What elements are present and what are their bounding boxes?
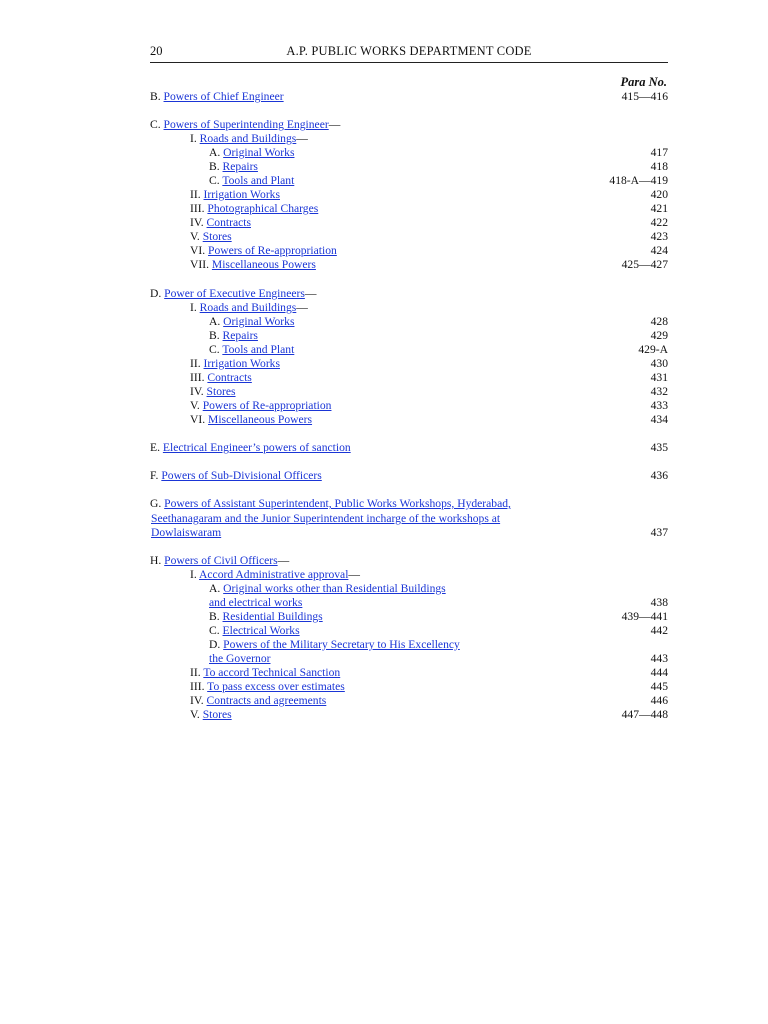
para-number: 428	[650, 315, 668, 328]
toc-entry-suffix: —	[328, 118, 341, 131]
toc-entry-link[interactable]: Powers of Sub-Divisional Officers	[161, 469, 322, 482]
para-number: 420	[650, 188, 668, 201]
toc-entry-link[interactable]: Stores	[202, 230, 232, 243]
toc-entry	[151, 512, 500, 526]
toc-entry-link[interactable]: Seethanagaram and the Junior Superintendent incharge of the workshops at	[151, 512, 501, 525]
toc-entry	[150, 469, 322, 483]
toc-entry-prefix: III.	[190, 202, 208, 215]
toc-entry-prefix: A.	[209, 315, 224, 328]
toc-entry-prefix: C.	[209, 343, 223, 356]
toc-entry-link[interactable]: Contracts and agreements	[206, 694, 327, 707]
toc-entry-prefix: D.	[209, 638, 224, 651]
toc-entry-link[interactable]: To accord Technical Sanction	[203, 666, 341, 679]
toc-entry-prefix: F.	[150, 469, 162, 482]
toc-entry	[190, 371, 252, 385]
toc-entry-prefix: B.	[150, 90, 164, 103]
toc-entry-prefix: III.	[190, 371, 208, 384]
toc-entry-link[interactable]: Miscellaneous Powers	[211, 258, 316, 271]
para-number: 432	[650, 385, 668, 398]
toc-entry	[209, 652, 271, 666]
toc-entry-prefix: I.	[190, 301, 200, 314]
toc-entry-link[interactable]: Contracts	[206, 216, 251, 229]
toc-entry-prefix: A.	[209, 146, 224, 159]
toc-entry-link[interactable]: Power of Executive Engineers	[164, 287, 305, 300]
toc-entry-prefix: B.	[209, 610, 223, 623]
toc-entry-link[interactable]: Powers of Civil Officers	[164, 554, 278, 567]
para-number: 422	[650, 216, 668, 229]
toc-entry-link[interactable]: Electrical Works	[222, 624, 300, 637]
para-number: 429-A	[638, 343, 668, 356]
para-number: 429	[650, 329, 668, 342]
toc-entry-prefix: IV.	[190, 216, 207, 229]
toc-entry	[190, 244, 337, 258]
toc-entry-suffix: —	[296, 301, 308, 314]
para-number: 418-A—419	[609, 174, 668, 187]
toc-entry-link[interactable]: Powers of Re-appropriation	[202, 399, 332, 412]
toc-entry	[150, 118, 340, 132]
toc-entry-link[interactable]: and electrical works	[209, 596, 303, 609]
toc-entry	[190, 413, 312, 427]
toc-entry-link[interactable]: Miscellaneous Powers	[208, 413, 313, 426]
toc-entry-prefix: IV.	[190, 385, 207, 398]
toc-entry	[209, 146, 294, 160]
toc-entry-link[interactable]: Residential Buildings	[222, 610, 323, 623]
toc-entry-link[interactable]: Tools and Plant	[222, 174, 295, 187]
toc-entry-prefix: B.	[209, 329, 223, 342]
toc-entry	[190, 666, 340, 680]
toc-entry-suffix: —	[304, 287, 317, 300]
para-number: 434	[650, 413, 668, 426]
toc-entry	[190, 301, 308, 315]
toc-entry	[209, 638, 460, 652]
para-number: 447—448	[621, 708, 668, 721]
toc-entry	[190, 399, 331, 413]
toc-entry-prefix: B.	[209, 160, 223, 173]
toc-entry-link[interactable]: Repairs	[222, 160, 258, 173]
toc-entry-link[interactable]: Original works other than Residential Buildings	[223, 582, 446, 595]
para-number: 433	[650, 399, 668, 412]
toc-entry	[190, 202, 318, 216]
toc-entry-prefix: C.	[209, 174, 223, 187]
toc-entry-link[interactable]: Repairs	[222, 329, 258, 342]
para-number: 423	[650, 230, 668, 243]
toc-entry-suffix: —	[296, 132, 308, 145]
toc-entry-link[interactable]: Powers of Re-appropriation	[208, 244, 337, 257]
toc-entry	[209, 315, 294, 329]
toc-entry-prefix: V.	[190, 708, 203, 721]
toc-entry	[190, 188, 280, 202]
toc-entry-prefix: I.	[190, 568, 200, 581]
toc-entry-prefix: V.	[190, 230, 203, 243]
toc-entry	[209, 596, 302, 610]
toc-entry	[190, 385, 236, 399]
toc-entry	[209, 329, 258, 343]
toc-entry-link[interactable]: Photographical Charges	[207, 202, 319, 215]
toc-entry-link[interactable]: To pass excess over estimates	[207, 680, 345, 693]
toc-entry-prefix: VI.	[190, 244, 209, 257]
toc-entry	[190, 216, 251, 230]
toc-entry-prefix: C.	[150, 118, 164, 131]
para-number: 425—427	[621, 258, 668, 271]
toc-entry-link[interactable]: Stores	[206, 385, 236, 398]
toc-entry-link[interactable]: Contracts	[207, 371, 252, 384]
toc-entry-prefix: C.	[209, 624, 223, 637]
toc-entry-link[interactable]: Electrical Engineer’s powers of sanction	[162, 441, 351, 454]
toc-entry-link[interactable]: Accord Administrative approval	[199, 568, 349, 581]
toc-entry-link[interactable]: Original Works	[223, 146, 295, 159]
para-number: 435	[650, 441, 668, 454]
toc-entry-link[interactable]: the Governor	[209, 652, 271, 665]
toc-entry	[190, 708, 232, 722]
toc-entry	[150, 497, 511, 511]
para-number: 439—441	[621, 610, 668, 623]
para-number: 417	[650, 146, 668, 159]
toc-entry	[150, 554, 289, 568]
toc-entry-prefix: A.	[209, 582, 224, 595]
toc-entry	[209, 160, 258, 174]
para-no-heading: Para No.	[620, 75, 667, 89]
toc-entry-link[interactable]: Roads and Buildings	[199, 132, 297, 145]
para-number: 418	[650, 160, 668, 173]
toc-entry-link[interactable]: Dowlaiswaram	[151, 526, 222, 539]
para-number: 445	[650, 680, 668, 693]
toc-entry-link[interactable]: Irrigation Works	[203, 357, 280, 370]
para-number: 443	[650, 652, 668, 665]
toc-entry-prefix: VI.	[190, 413, 209, 426]
toc-entry-prefix: IV.	[190, 694, 207, 707]
toc-entry-prefix: V.	[190, 399, 203, 412]
para-number: 437	[650, 526, 668, 539]
toc-entry	[190, 230, 232, 244]
toc-entry-link[interactable]: Powers of Chief Engineer	[163, 90, 284, 103]
para-number: 442	[650, 624, 668, 637]
toc-entry-prefix: E.	[150, 441, 163, 454]
toc-entry	[209, 174, 294, 188]
toc-entry	[150, 287, 316, 301]
toc-entry-prefix: II.	[190, 666, 204, 679]
toc-entry-prefix: I.	[190, 132, 200, 145]
toc-entry-link[interactable]: Powers of the Military Secretary to His Excellency	[223, 638, 460, 651]
toc-entry-link[interactable]: Roads and Buildings	[199, 301, 297, 314]
toc-entry	[209, 610, 323, 624]
toc-entry	[190, 357, 280, 371]
toc-entry	[209, 624, 300, 638]
toc-entry	[190, 132, 308, 146]
toc-entry-link[interactable]: Irrigation Works	[203, 188, 280, 201]
toc-entry	[190, 694, 326, 708]
para-number: 430	[650, 357, 668, 370]
para-number: 431	[650, 371, 668, 384]
toc-entry-link[interactable]: Stores	[202, 708, 232, 721]
toc-entry	[190, 680, 345, 694]
para-number: 415—416	[621, 90, 668, 103]
para-number: 444	[650, 666, 668, 679]
toc-entry-prefix: H.	[150, 554, 165, 567]
toc-entry-prefix: II.	[190, 357, 204, 370]
toc-entry-suffix: —	[348, 568, 361, 581]
toc-entry-prefix: D.	[150, 287, 165, 300]
toc-entry-link[interactable]: Powers of Assistant Superintendent, Public Works Workshops, Hyderabad,	[164, 497, 511, 510]
toc-entry	[151, 526, 221, 540]
toc-entry-prefix: II.	[190, 188, 204, 201]
toc-entry	[209, 343, 294, 357]
para-number: 424	[650, 244, 668, 257]
toc-entry-prefix: III.	[190, 680, 208, 693]
toc-entry	[190, 568, 360, 582]
para-number: 421	[650, 202, 668, 215]
toc-entry-prefix: G.	[150, 497, 165, 510]
toc-entry-suffix: —	[277, 554, 290, 567]
toc-entry-link[interactable]: Original Works	[223, 315, 295, 328]
toc-entry	[190, 258, 316, 272]
toc-entry	[209, 582, 446, 596]
para-number: 446	[650, 694, 668, 707]
toc-entry-link[interactable]: Tools and Plant	[222, 343, 295, 356]
toc-entry-link[interactable]: Powers of Superintending Engineer	[163, 118, 329, 131]
toc-entry-prefix: VII.	[190, 258, 212, 271]
toc-entry	[150, 90, 284, 104]
toc-entry	[150, 441, 351, 455]
para-number: 438	[650, 596, 668, 609]
para-number: 436	[650, 469, 668, 482]
running-header	[150, 44, 668, 63]
page-number: 20	[150, 44, 163, 58]
header-title: A.P. PUBLIC WORKS DEPARTMENT CODE	[286, 44, 532, 58]
